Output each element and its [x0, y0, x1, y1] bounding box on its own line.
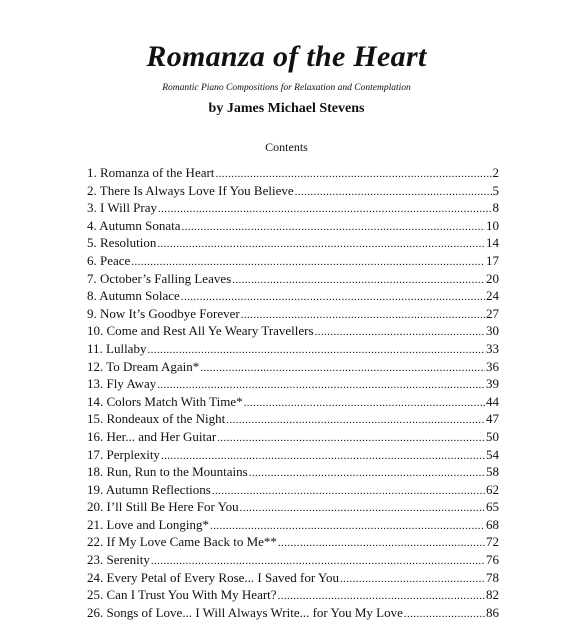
toc-entry-title: 4. Autumn Sonata [87, 217, 181, 233]
toc-dot-leader [249, 465, 485, 483]
toc-item [87, 586, 499, 604]
toc-dot-leader [200, 360, 485, 378]
toc-page-number: 20 [486, 270, 499, 286]
toc-page-number: 8 [492, 200, 499, 216]
toc-item [87, 375, 499, 393]
toc-entry-title: 17. Perplexity [87, 446, 160, 462]
toc-page-number: 76 [486, 552, 499, 568]
toc-page-number: 24 [486, 288, 499, 304]
toc-entry-title: 2. There Is Always Love If You Believe [87, 182, 294, 198]
toc-page-number: 78 [486, 569, 499, 585]
toc-dot-leader [212, 483, 485, 501]
toc-entry-title: 9. Now It’s Goodbye Forever [87, 305, 240, 321]
toc-dot-leader [182, 219, 485, 237]
toc-page-number: 30 [486, 323, 499, 339]
toc-page-number: 27 [486, 305, 499, 321]
toc-item [87, 340, 499, 358]
toc-item [87, 252, 499, 270]
toc-entry-title: 25. Can I Trust You With My Heart? [87, 587, 277, 603]
toc-dot-leader [226, 412, 485, 430]
toc-entry-title: 13. Fly Away [87, 376, 157, 392]
toc-item [87, 393, 499, 411]
toc-entry-title: 3. I Will Pray [87, 200, 158, 216]
toc-item [87, 322, 499, 340]
toc-item [87, 481, 499, 499]
toc-dot-leader [295, 184, 492, 202]
toc-item [87, 410, 499, 428]
toc-entry-title: 18. Run, Run to the Mountains [87, 464, 248, 480]
toc-entry-title: 1. Romanza of the Heart [87, 165, 215, 180]
toc-entry-title: 5. Resolution [87, 235, 157, 251]
toc-item [87, 604, 499, 622]
toc-item [87, 498, 499, 516]
toc-entry-title: 22. If My Love Came Back to Me** [87, 534, 277, 550]
toc-dot-leader [404, 606, 485, 624]
toc-item [87, 217, 499, 235]
toc-page-number: 14 [486, 235, 499, 251]
toc-page-number: 86 [486, 604, 499, 620]
toc-entry-title: 14. Colors Match With Time* [87, 393, 243, 409]
toc-item [87, 287, 499, 305]
toc-item [87, 516, 499, 534]
toc-page-number: 82 [486, 587, 499, 603]
toc-page-number: 33 [486, 340, 499, 356]
toc-entry-title: 11. Lullaby [87, 340, 147, 356]
toc-page-number: 50 [486, 428, 499, 444]
toc-page-number: 39 [486, 376, 499, 392]
toc-page-number: 47 [486, 411, 499, 427]
toc-item [87, 463, 499, 481]
toc-entry-title: 20. I’ll Still Be Here For You [87, 499, 239, 515]
document-title: Romanza of the Heart [146, 40, 427, 73]
toc-entry-title: 23. Serenity [87, 552, 150, 568]
toc-item [87, 182, 499, 200]
author-line: by James Michael Stevens [208, 101, 365, 116]
toc-dot-leader [217, 430, 485, 448]
toc-item [87, 569, 499, 587]
toc-page-number: 72 [486, 534, 499, 550]
toc-page-number: 44 [486, 393, 499, 409]
toc-item [87, 428, 499, 446]
toc-item [87, 551, 499, 569]
toc-item [87, 199, 499, 217]
toc-dot-leader [240, 500, 485, 518]
toc-item [87, 305, 499, 323]
toc-item [87, 358, 499, 376]
toc-entry-title: 10. Come and Rest All Ye Weary Travellers [87, 323, 314, 339]
toc-dot-leader [340, 571, 485, 589]
table-of-contents [87, 164, 499, 621]
toc-page-number: 10 [486, 217, 499, 233]
toc-page-number: 58 [486, 464, 499, 480]
toc-page-number: 36 [486, 358, 499, 374]
toc-entry-title: 15. Rondeaux of the Night [87, 411, 226, 427]
toc-dot-leader [315, 324, 485, 342]
toc-item [87, 164, 499, 182]
toc-page-number: 2 [492, 165, 499, 180]
toc-entry-title: 24. Every Petal of Every Rose... I Saved for You [87, 569, 340, 585]
toc-entry-title: 21. Love and Longing* [87, 516, 210, 532]
toc-dot-leader [244, 395, 485, 413]
contents-heading: Contents [265, 140, 308, 154]
toc-dot-leader [157, 236, 485, 254]
toc-dot-leader [278, 535, 485, 553]
toc-entry-title: 26. Songs of Love... I Will Always Write... for You My Love [87, 604, 403, 620]
toc-dot-leader [158, 201, 491, 219]
toc-item [87, 234, 499, 252]
toc-item [87, 270, 499, 288]
toc-page-number: 65 [486, 499, 499, 515]
toc-page-number: 62 [486, 481, 499, 497]
toc-entry-title: 19. Autumn Reflections [87, 481, 211, 497]
toc-entry-title: 7. October’s Falling Leaves [87, 270, 232, 286]
toc-entry-title: 8. Autumn Solace [87, 288, 180, 304]
toc-page-number: 68 [486, 516, 499, 532]
toc-item [87, 533, 499, 551]
toc-page-number: 17 [486, 252, 499, 268]
toc-entry-title: 12. To Dream Again* [87, 358, 200, 374]
toc-page-number: 5 [492, 182, 499, 198]
toc-entry-title: 6. Peace [87, 252, 131, 268]
toc-page-number: 54 [486, 446, 499, 462]
toc-entry-title: 16. Her... and Her Guitar [87, 428, 217, 444]
toc-dot-leader [232, 272, 485, 290]
toc-item [87, 446, 499, 464]
document-subtitle: Romantic Piano Compositions for Relaxation and Contemplation [162, 83, 411, 93]
